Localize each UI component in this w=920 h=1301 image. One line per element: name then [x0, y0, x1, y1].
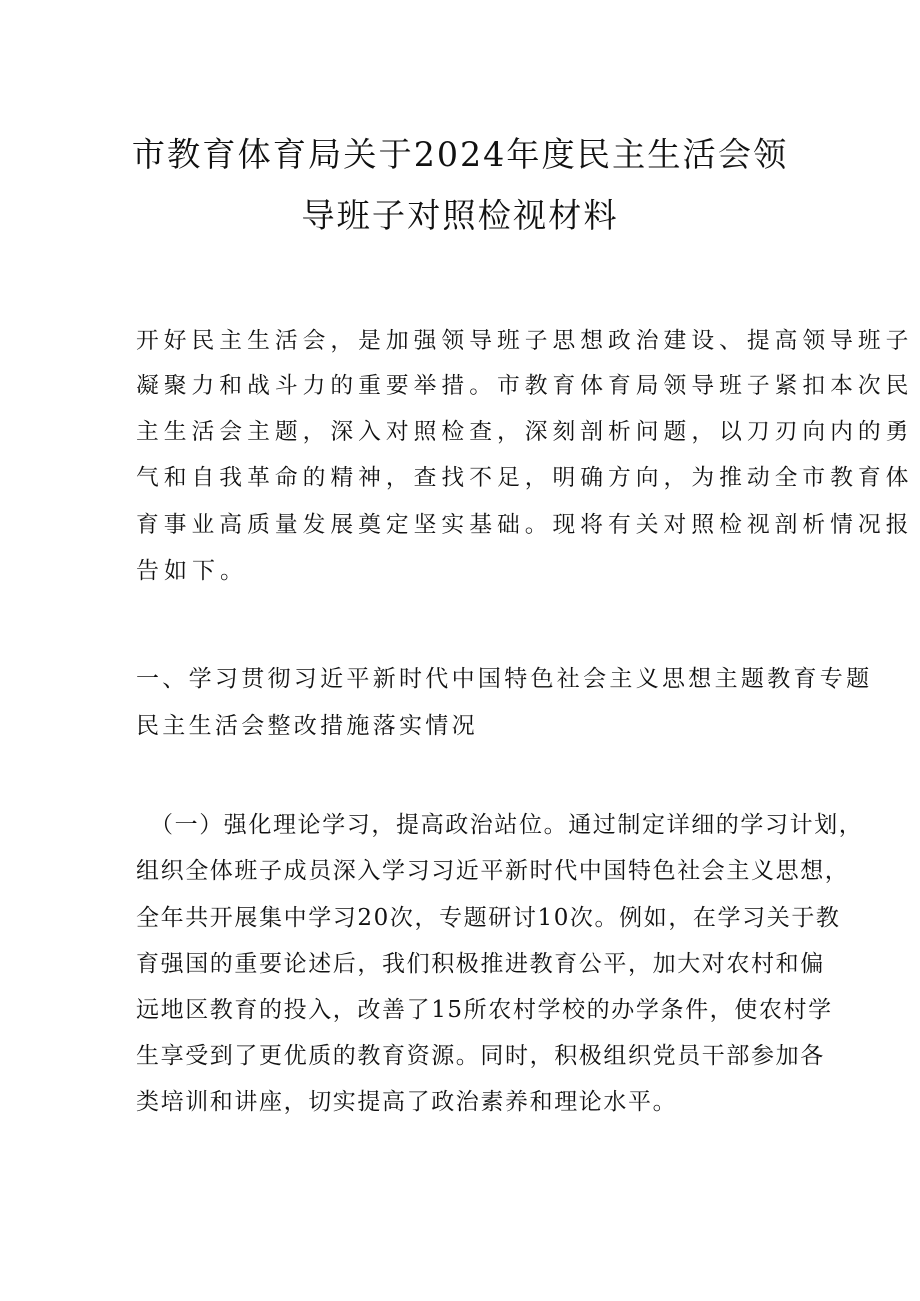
paragraph-line: 生享受到了更优质的教育资源。同时，积极组织党员干部参加各: [136, 1043, 825, 1069]
paragraph-line: 凝聚力和战斗力的重要举措。市教育体育局领导班子紧扣本次民: [136, 373, 914, 399]
section-heading-line: 一、学习贯彻习近平新时代中国特色社会主义思想主题教育专题: [136, 666, 873, 692]
paragraph-line: 远地区教育的投入，改善了15所农村学校的办学条件，使农村学: [136, 997, 833, 1023]
paragraph-line: （一）强化理论学习，提高政治站位。通过制定详细的学习计划，: [150, 812, 864, 838]
paragraph-line: 气和自我革命的精神，查找不足，明确方向，为推动全市教育体: [136, 465, 914, 491]
paragraph-line: 育事业高质量发展奠定坚实基础。现将有关对照检视剖析情况报: [136, 512, 914, 538]
paragraph-line: 类培训和讲座，切实提高了政治素养和理论水平。: [136, 1089, 678, 1115]
paragraph-line: 育强国的重要论述后，我们积极推进教育公平，加大对农村和偏: [136, 951, 825, 977]
paragraph-line: 主生活会主题，深入对照检查，深刻剖析问题，以刀刃向内的勇: [136, 419, 914, 445]
paragraph-line: 全年共开展集中学习20次，专题研讨10次。例如，在学习关于教: [136, 905, 841, 931]
paragraph-line: 组织全体班子成员深入学习习近平新时代中国特色社会主义思想，: [136, 858, 850, 884]
section-heading-line: 民主生活会整改措施落实情况: [136, 713, 478, 739]
document-title-line-2: 导班子对照检视材料: [301, 196, 619, 235]
paragraph-line: 告如下。: [136, 558, 248, 584]
document-title-line-1: 市教育体育局关于2024年度民主生活会领: [131, 135, 789, 174]
paragraph-line: 开好民主生活会，是加强领导班子思想政治建设、提高领导班子: [136, 328, 914, 354]
